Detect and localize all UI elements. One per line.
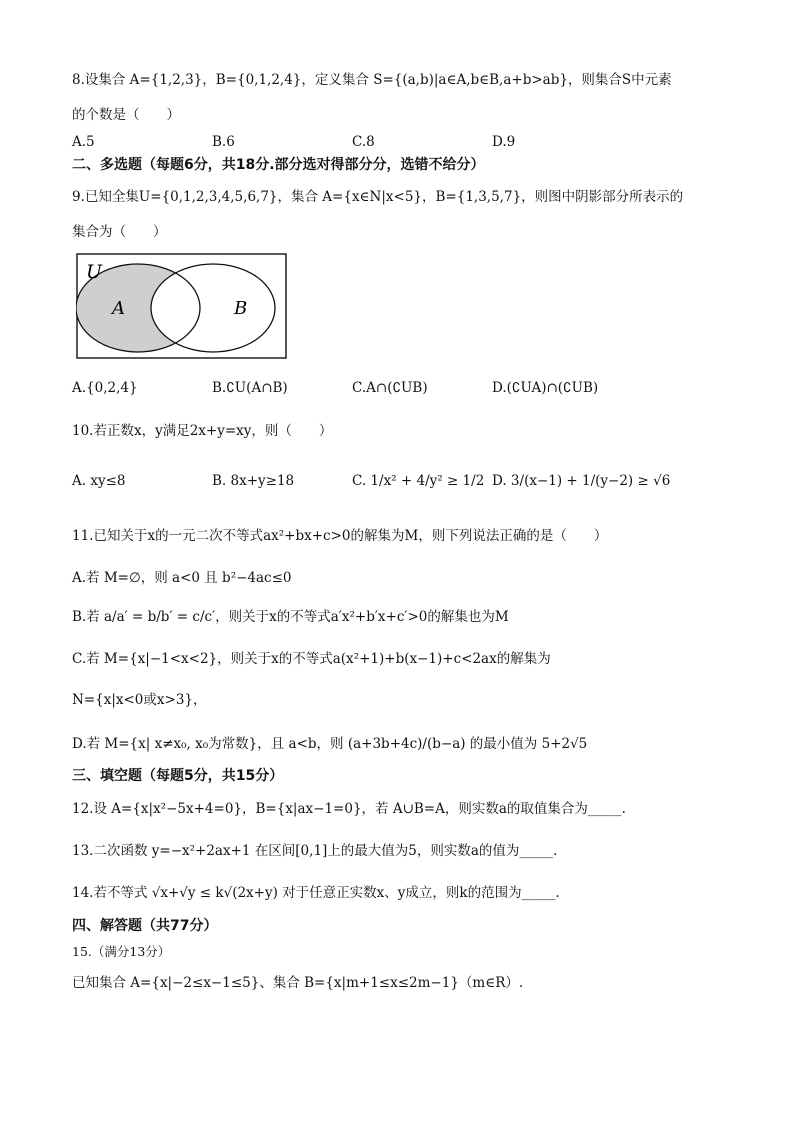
q10-option-c: C. 1/x² + 4/y² ≥ 1/2 (352, 473, 485, 489)
q11-stem: 11.已知关于x的一元二次不等式ax²+bx+c>0的解集为M，则下列说法正确的是（ ） (72, 528, 608, 544)
q10-stem: 10.若正数x，y满足2x+y=xy，则（ ） (72, 423, 333, 439)
q12-text: 12.设 A={x|x²−5x+4=0}，B={x|ax−1=0}，若 A∪B=A，则实数a的取值集合为_____. (72, 801, 626, 817)
q9-line2: 集合为（ ） (72, 224, 167, 240)
q10-option-b: B. 8x+y≥18 (212, 473, 295, 489)
q8-line2: 的个数是（ ） (72, 107, 180, 123)
q13-text: 13.二次函数 y=−x²+2ax+1 在区间[0,1]上的最大值为5，则实数a的值为_____. (72, 843, 558, 859)
section-fill-blank-heading: 三、填空题（每题5分，共15分） (72, 768, 284, 784)
q14-text: 14.若不等式 √x+√y ≤ k√(2x+y) 对于任意正实数x、y成立，则k的范围为_____. (72, 885, 560, 901)
q9-option-c: C.A∩(∁UB) (352, 380, 428, 396)
q8-line1: 8.设集合 A={1,2,3}，B={0,1,2,4}，定义集合 S={(a,b)|a∈A,b∈B,a+b>ab}，则集合S中元素 (72, 72, 672, 88)
q8-option-c: C.8 (352, 134, 375, 150)
venn-label-b: B (234, 298, 248, 319)
q8-option-d: D.9 (492, 134, 516, 150)
q9-option-b: B.∁U(A∩B) (212, 380, 288, 396)
q11-option-a: A.若 M=∅，则 a<0 且 b²−4ac≤0 (72, 570, 292, 586)
section-solution-heading: 四、解答题（共77分） (72, 918, 218, 934)
q8-option-a: A.5 (72, 134, 95, 150)
q9-option-d: D.(∁UA)∩(∁UB) (492, 380, 599, 396)
q11-option-c-line2: N={x|x<0或x>3}， (72, 692, 207, 708)
venn-label-u: U (86, 261, 103, 283)
q11-option-c-line1: C.若 M={x|−1<x<2}，则关于x的不等式a(x²+1)+b(x−1)+c<2ax的解集为 (72, 651, 551, 667)
section-multiple-choice-heading: 二、多选题（每题6分，共18分.部分选对得部分分，选错不给分） (72, 157, 485, 173)
q9-option-a: A.{0,2,4} (72, 380, 138, 396)
q8-option-b: B.6 (212, 134, 235, 150)
q15-score: 15.（满分13分） (72, 944, 171, 959)
q11-option-b: B.若 a/a′ = b/b′ = c/c′，则关于x的不等式a′x²+b′x+c′>0的解集也为M (72, 609, 509, 625)
q9-line1: 9.已知全集U={0,1,2,3,4,5,6,7}，集合 A={x∈N|x<5}，B={1,3,5,7}，则图中阴影部分所表示的 (72, 189, 684, 205)
venn-label-a: A (112, 298, 125, 319)
venn-diagram (76, 253, 288, 361)
q11-option-d: D.若 M={x| x≠x₀, x₀为常数}，且 a<b，则 (a+3b+4c)/(b−a) 的最小值为 5+2√5 (72, 736, 588, 752)
q15-text: 已知集合 A={x|−2≤x−1≤5}、集合 B={x|m+1≤x≤2m−1}（m∈R）. (72, 975, 524, 991)
q10-option-d: D. 3/(x−1) + 1/(y−2) ≥ √6 (492, 473, 671, 489)
q10-option-a: A. xy≤8 (72, 473, 126, 489)
